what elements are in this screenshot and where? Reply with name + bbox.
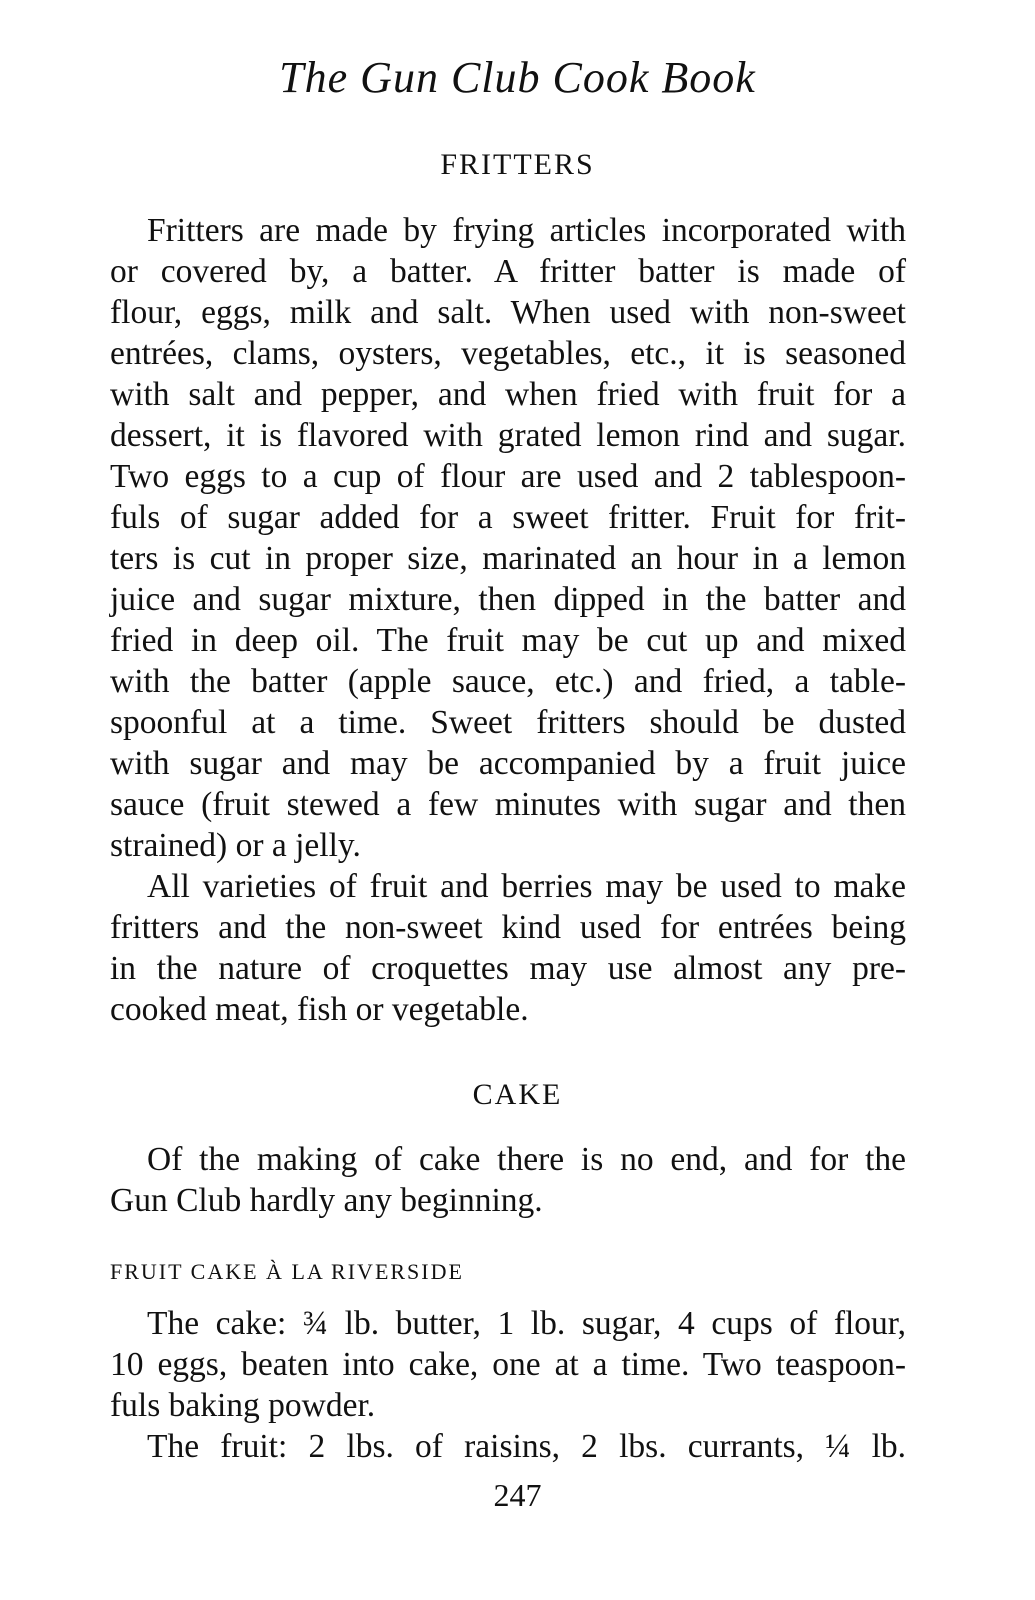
fritters-line: ters is cut in proper size, marinated an hour in a lemon (110, 540, 906, 577)
fritters-line: cooked meat, fish or vegetable. (110, 991, 529, 1028)
fritters-line: juice and sugar mixture, then dipped in the batter and (110, 581, 906, 618)
fritters-line: Two eggs to a cup of flour are used and 2 tablespoon- (110, 458, 906, 495)
cake-line: Gun Club hardly any beginning. (110, 1182, 543, 1219)
fritters-line: fritters and the non-sweet kind used for entrées being (110, 909, 906, 946)
fritters-body (110, 210, 906, 1030)
fritters-line: All varieties of fruit and berries may be used to make (147, 868, 906, 905)
running-head: The Gun Club Cook Book (279, 53, 756, 102)
fritters-line: with sugar and may be accompanied by a fruit juice (110, 745, 906, 782)
fritters-line: fuls of sugar added for a sweet fritter. Fruit for frit- (110, 499, 906, 536)
fritters-line: entrées, clams, oysters, vegetables, etc., it is seasoned (110, 335, 906, 372)
fritters-line: sauce (fruit stewed a few minutes with sugar and then (110, 786, 906, 823)
fritters-line: spoonful at a time. Sweet fritters should be dusted (110, 704, 906, 741)
fritters-line: with the batter (apple sauce, etc.) and fried, a table- (110, 663, 906, 700)
cake-heading: CAKE (472, 1078, 563, 1111)
fritters-line: Fritters are made by frying articles incorporated with (147, 212, 906, 249)
fritters-line: dessert, it is flavored with grated lemon rind and sugar. (110, 417, 906, 454)
cake-line: Of the making of cake there is no end, and for the (147, 1141, 906, 1178)
recipe-line: The cake: ¾ lb. butter, 1 lb. sugar, 4 cups of flour, (147, 1305, 906, 1342)
fritters-line: or covered by, a batter. A fritter batter is made of (110, 253, 906, 290)
cake-body (110, 1139, 906, 1221)
fritters-line: with salt and pepper, and when fried with fruit for a (110, 376, 906, 413)
fritters-heading: FRITTERS (440, 148, 595, 181)
recipe-line: fuls baking powder. (110, 1387, 376, 1424)
fritters-line: fried in deep oil. The fruit may be cut up and mixed (110, 622, 906, 659)
fritters-line: strained) or a jelly. (110, 827, 361, 864)
page-number: 247 (493, 1477, 542, 1513)
recipe-title: FRUIT CAKE À LA RIVERSIDE (110, 1259, 464, 1284)
fritters-line: in the nature of croquettes may use almost any pre- (110, 950, 906, 987)
recipe-body (110, 1303, 906, 1467)
recipe-line: 10 eggs, beaten into cake, one at a time. Two teaspoon- (110, 1346, 906, 1383)
recipe-line: The fruit: 2 lbs. of raisins, 2 lbs. currants, ¼ lb. (147, 1428, 906, 1465)
fritters-line: flour, eggs, milk and salt. When used with non-sweet (110, 294, 906, 331)
